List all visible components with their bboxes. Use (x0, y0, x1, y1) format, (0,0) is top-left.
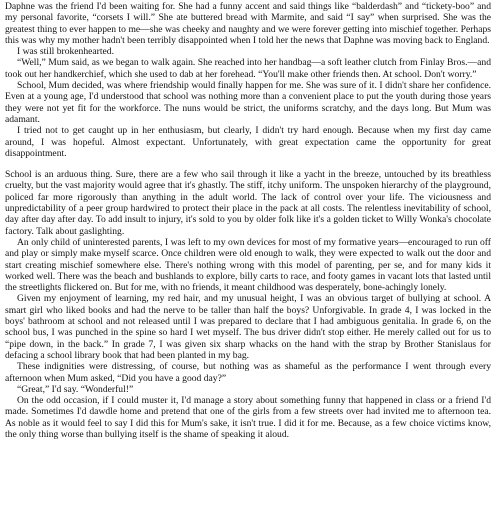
document-page (0, 1, 496, 516)
paragraph: On the odd occasion, if I could muster it, I'd manage a story about something funny that happened in class or a friend I'd made. Sometimes I'd dawdle home and pretend that one of the girls from a few streets over had invited me to afternoon tea. As noble as it would feel to say I did this for Mum's sake, it isn't true. I did it for me. Because, as a few choice victims know, the only thing worse than bullying itself is the shame of speaking it aloud. (5, 395, 491, 440)
paragraph: I tried not to get caught up in her enthusiasm, but clearly, I didn't try hard enough. Because when my first day came around, I was hopeful. Almost expectant. Unfortunately, with great expectation came the opportunity for great disappointment. (5, 125, 491, 159)
paragraph: Given my enjoyment of learning, my red hair, and my unusual height, I was an obvious target of bullying at school. A smart girl who liked books and had the nerve to be taller than half the boys? Unforgivable. In grade 4, I was locked in the boys' bathroom at school and not released until I was prepared to declare that I had ambiguous genitalia. In grade 6, on the school bus, I was punched in the spine so hard I wet myself. The bus driver didn't stop either. He merely called out for us to “pipe down, in the back.” In grade 7, I was given six sharp whacks on the hand with the strap by Brother Stanislaus for defacing a school library book that had been planted in my bag. (5, 293, 491, 361)
paragraph: School is an arduous thing. Sure, there are a few who sail through it like a yacht in the breeze, untouched by its breathless cruelty, but the vast majority would agree that it's ghastly. The stiff, itchy uniform. The unspoken hierarchy of the playground, policed far more rigorously than anything in the adult world. The lack of control over your life. The viciousness and unpredictability of a peer group hardwired to protect their place in the pack at all costs. The relentless inevitability of school, day after day after day. To add insult to injury, it's sold to you by older folk like it's a golden ticket to Willy Wonka's chocolate factory. Talk about gaslighting. (5, 169, 491, 237)
text-section-1 (5, 1, 491, 159)
paragraph: School, Mum decided, was where friendship would finally happen for me. She was sure of it. I didn't share her confidence. Even at a young age, I'd understood that school was nothing more than a convenient place to put the youth during those years they were not yet fit for the workforce. The nuns would be strict, the uniforms scratchy, and the days long. But Mum was adamant. (5, 80, 491, 125)
paragraph: “Well,” Mum said, as we began to walk again. She reached into her handbag—a soft leather clutch from Finlay Bros.—and took out her handkerchief, which she used to dab at her forehead. “You'll make other friends then. At school. Don't worry.” (5, 57, 491, 80)
text-section-2 (5, 169, 491, 440)
paragraph: I was still brokenhearted. (17, 46, 114, 58)
paragraph: These indignities were distressing, of course, but nothing was as shameful as the performance I went through every afternoon when Mum asked, “Did you have a good day?” (5, 361, 491, 384)
paragraph: An only child of uninterested parents, I was left to my own devices for most of my formative years—encouraged to run off and play or simply make myself scarce. Once children were old enough to walk, they were expected to walk out the door and start creating mischief somewhere else. There's nothing wrong with this model of parenting, per se, and for many kids it worked well. There was the beach and bushlands to explore, billy carts to race, and footy games in vacant lots that lasted until the streetlights flickered on. But for me, with no friends, it meant childhood was desperately, bone-achingly lonely. (5, 236, 491, 294)
paragraph: “Great,” I'd say. “Wonderful!” (17, 383, 134, 395)
paragraph: Daphne was the friend I'd been waiting for. She had a funny accent and said things like “balderdash” and “tickety-boo” and my personal favorite, “corsets I will.” She ate buttered bread with Marmite, and said “I say” when surprised. She was the greatest thing to ever happen to me—she was cheeky and naughty and we were forever getting into mischief together. Perhaps this was why my mother hadn't been terribly disappointed when I told her the news that Daphne was moving back to England. (5, 1, 491, 46)
